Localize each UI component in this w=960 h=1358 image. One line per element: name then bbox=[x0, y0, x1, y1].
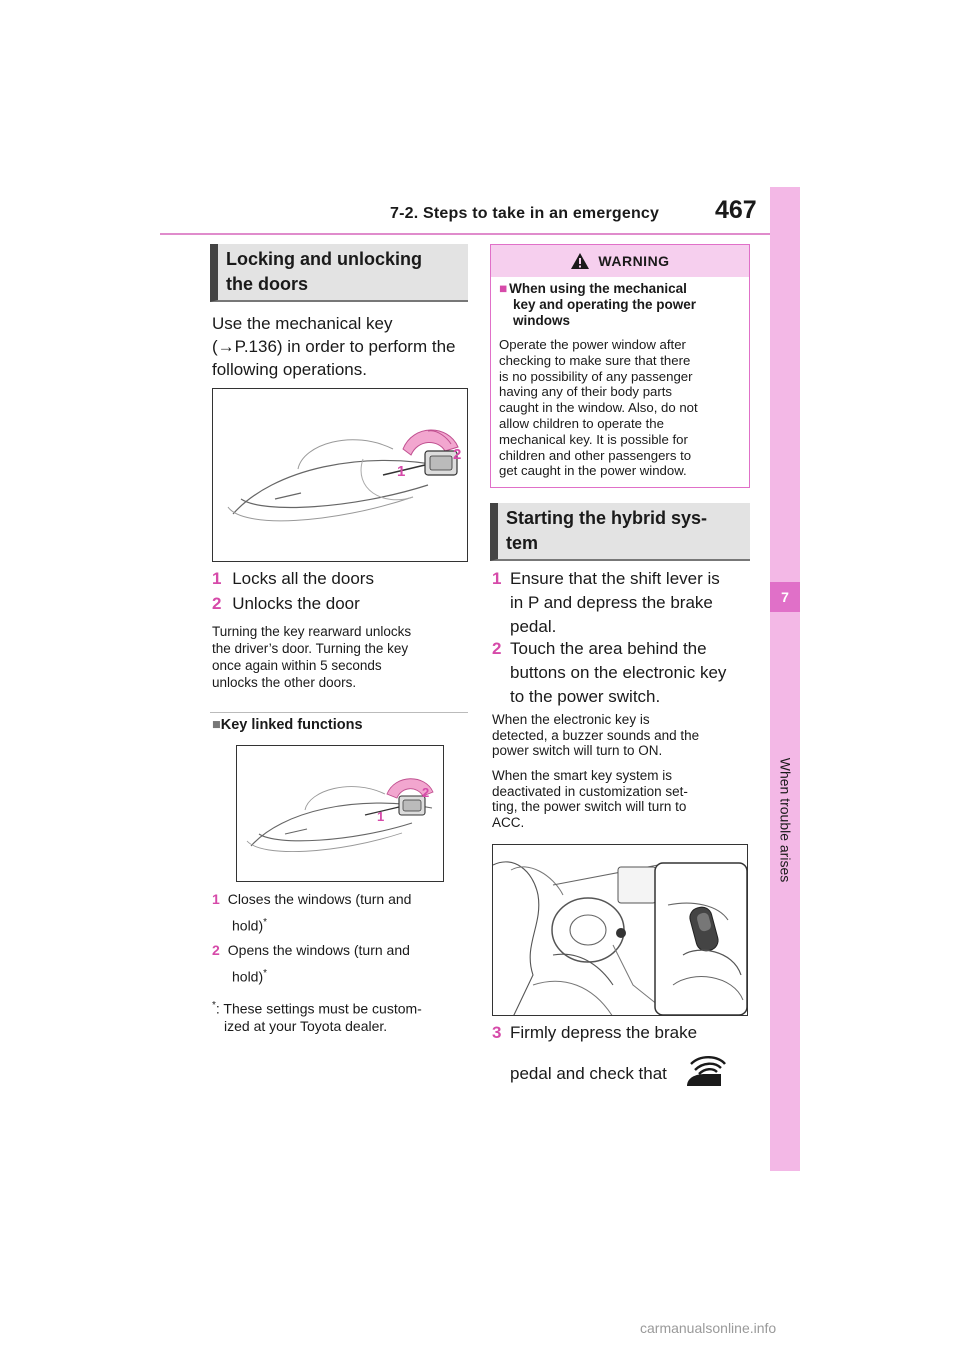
ready-indicator-icon bbox=[681, 1056, 729, 1090]
step-number: 2 bbox=[492, 639, 502, 658]
warning-line: caught in the window. Also, do not bbox=[499, 400, 698, 416]
subtitle-line: key and operating the power bbox=[513, 297, 697, 312]
step-number: 2 bbox=[212, 942, 220, 958]
footnote-marker: * bbox=[212, 1000, 216, 1011]
arrow-icon: → bbox=[217, 337, 235, 356]
figure-label-1: 1 bbox=[377, 809, 385, 824]
step-text: Locks all the doors bbox=[232, 569, 374, 588]
step-text: in P and depress the brake bbox=[510, 593, 713, 612]
warning-line: checking to make sure that there bbox=[499, 352, 691, 368]
warning-header bbox=[491, 245, 749, 277]
step-touch-key bbox=[492, 637, 752, 709]
step-number: 1 bbox=[212, 569, 222, 588]
footnote-marker: * bbox=[263, 968, 268, 979]
note-line: When the smart key system is bbox=[492, 768, 673, 783]
subtitle-line: When using the mechanical bbox=[509, 281, 687, 296]
footnote-text: ized at your Toyota dealer. bbox=[224, 1017, 388, 1034]
step-text: Touch the area behind the bbox=[510, 639, 707, 658]
figure-label-2: 2 bbox=[453, 446, 462, 463]
bullet-square: ■ bbox=[212, 717, 221, 733]
warning-line: get caught in the power window. bbox=[499, 463, 687, 479]
page-number: 467 bbox=[715, 196, 757, 224]
power-switch-figure bbox=[492, 844, 748, 1016]
function-text: Closes the windows (turn and bbox=[227, 891, 412, 907]
intro-line bbox=[212, 335, 472, 358]
warning-line: allow children to operate the bbox=[499, 415, 664, 431]
step-text: pedal. bbox=[510, 617, 557, 636]
warning-title: WARNING bbox=[598, 253, 670, 269]
warning-body bbox=[499, 337, 745, 479]
step-text: pedal and check that bbox=[510, 1063, 667, 1083]
step-number: 2 bbox=[212, 594, 222, 613]
function-text: hold) bbox=[232, 968, 264, 985]
step-number: 3 bbox=[492, 1023, 502, 1042]
note-line: the driver’s door. Turning the key bbox=[212, 641, 409, 656]
door-handle-illustration bbox=[213, 389, 468, 562]
section-header-locking bbox=[210, 244, 468, 302]
note-line: deactivated in customization set- bbox=[492, 783, 688, 799]
bullet-square: ■ bbox=[499, 281, 508, 296]
function-text: Opens the windows (turn and bbox=[227, 942, 410, 958]
step-lock bbox=[212, 567, 374, 590]
step-depress-brake-line2 bbox=[510, 1056, 760, 1090]
chapter-label-text: When trouble arises bbox=[777, 757, 794, 883]
door-handle-figure-2 bbox=[236, 745, 444, 882]
note-line: power switch will turn to ON. bbox=[492, 743, 663, 758]
section-title-line: the doors bbox=[226, 274, 309, 294]
warning-line: having any of their body parts bbox=[499, 384, 673, 400]
warning-subtitle bbox=[499, 281, 743, 329]
footnote bbox=[212, 997, 474, 1035]
section-divider bbox=[210, 712, 468, 713]
figure-label-1: 1 bbox=[397, 463, 406, 480]
step-text: to the power switch. bbox=[510, 687, 661, 706]
paren: ( bbox=[212, 337, 218, 356]
step-number: 1 bbox=[212, 891, 220, 907]
note-smart-key-deactivated bbox=[492, 768, 754, 830]
note-line: ACC. bbox=[492, 814, 525, 830]
step-number: 1 bbox=[492, 569, 502, 588]
note-line: detected, a buzzer sounds and the bbox=[492, 727, 700, 743]
warning-triangle-icon bbox=[570, 252, 590, 270]
step-unlock bbox=[212, 592, 360, 615]
chapter-label bbox=[765, 700, 805, 940]
section-title-line: Starting the hybrid sys- bbox=[506, 508, 708, 528]
intro-paragraph bbox=[212, 312, 472, 381]
door-handle-window-illustration bbox=[237, 746, 444, 882]
header-rule bbox=[160, 233, 770, 235]
section-title-line: tem bbox=[506, 533, 539, 553]
page-reference-link[interactable]: P.136) in order to perform the bbox=[234, 337, 456, 356]
step-text: Unlocks the door bbox=[232, 594, 360, 613]
intro-line: following operations. bbox=[212, 360, 367, 379]
footnote-marker: * bbox=[263, 917, 268, 928]
note-line: Turning the key rearward unlocks bbox=[212, 624, 412, 639]
subheading-text: Key linked functions bbox=[220, 717, 363, 733]
chapter-number-badge: 7 bbox=[770, 582, 800, 612]
subtitle-line: windows bbox=[513, 313, 570, 328]
warning-line: mechanical key. It is possible for bbox=[499, 431, 688, 447]
warning-line: children and other passengers to bbox=[499, 447, 692, 463]
function-open-windows bbox=[212, 939, 470, 989]
watermark: carmanualsonline.info bbox=[640, 1320, 777, 1336]
note-line: once again within 5 seconds bbox=[212, 658, 382, 673]
warning-line: Operate the power window after bbox=[499, 337, 686, 352]
function-text: hold) bbox=[232, 917, 264, 934]
step-depress-brake bbox=[492, 1021, 754, 1044]
note-line: ting, the power switch will turn to bbox=[492, 799, 687, 814]
step-text: Ensure that the shift lever is bbox=[510, 569, 720, 588]
section-title-line: Locking and unlocking bbox=[226, 249, 423, 269]
section-header-starting bbox=[490, 503, 750, 561]
door-handle-figure-1 bbox=[212, 388, 468, 562]
intro-line: Use the mechanical key bbox=[212, 314, 393, 333]
note-line: When the electronic key is bbox=[492, 712, 650, 727]
warning-line: is no possibility of any passenger bbox=[499, 368, 693, 384]
note-line: unlocks the other doors. bbox=[212, 675, 357, 690]
chapter-section-title: 7-2. Steps to take in an emergency bbox=[390, 205, 660, 222]
footnote-text: : These settings must be custom- bbox=[215, 1000, 422, 1017]
figure-label-2: 2 bbox=[422, 785, 430, 800]
warning-box bbox=[490, 244, 750, 488]
unlock-note bbox=[212, 623, 470, 691]
step-shift-lever bbox=[492, 567, 752, 639]
note-key-detected bbox=[492, 712, 754, 759]
driver-cabin-illustration bbox=[493, 845, 748, 1016]
subheading-key-linked bbox=[212, 717, 363, 733]
chapter-side-tab bbox=[770, 187, 800, 1171]
step-text: buttons on the electronic key bbox=[510, 663, 727, 682]
step-text: Firmly depress the brake bbox=[510, 1023, 698, 1042]
function-close-windows bbox=[212, 888, 470, 938]
